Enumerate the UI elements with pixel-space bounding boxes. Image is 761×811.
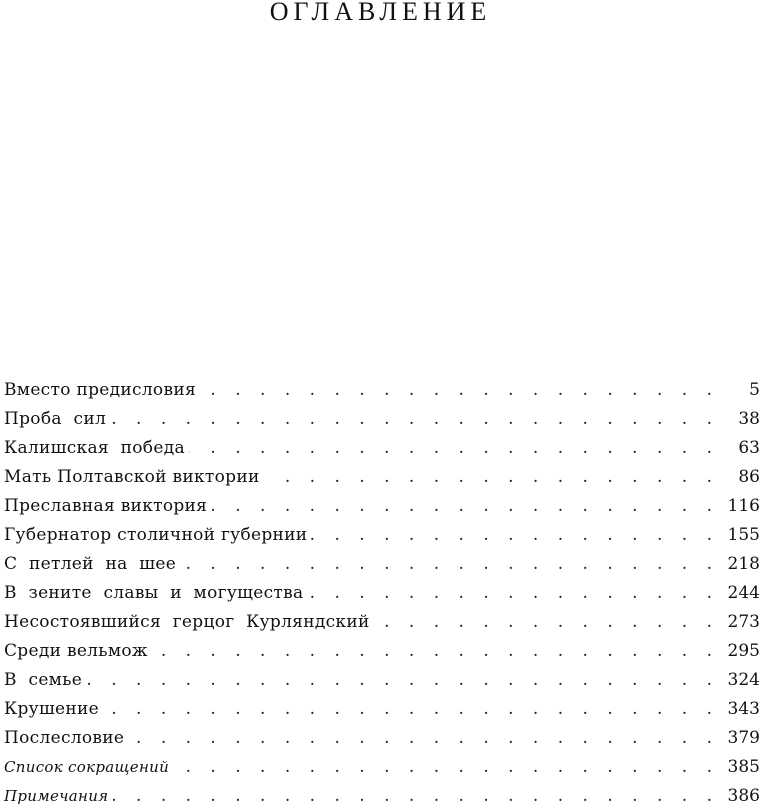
dot-leader bbox=[4, 695, 712, 724]
toc-entry-title: Вместо предисловия bbox=[4, 376, 200, 405]
toc-entry-page: 116 bbox=[728, 492, 760, 521]
toc-entry-page: 295 bbox=[728, 637, 760, 666]
toc-entry-page: 155 bbox=[728, 521, 760, 550]
toc-entry-page: 5 bbox=[749, 376, 760, 405]
toc-entry[interactable] bbox=[4, 579, 761, 608]
toc-entry-title: Среди вельмож bbox=[4, 637, 152, 666]
toc-entry-title: Губернатор столичной губернии bbox=[4, 521, 311, 550]
toc-entry-title: Преславная виктория bbox=[4, 492, 211, 521]
toc-entry-page: 218 bbox=[728, 550, 760, 579]
toc-entry-title: В семье bbox=[4, 666, 86, 695]
toc-entry[interactable] bbox=[4, 434, 761, 463]
toc-entry-page: 379 bbox=[728, 724, 760, 753]
toc-entry-title: Список сокращений bbox=[4, 753, 173, 782]
toc-entry[interactable] bbox=[4, 463, 761, 492]
toc-entry[interactable] bbox=[4, 753, 761, 782]
toc-entry[interactable] bbox=[4, 376, 761, 405]
toc-entry[interactable] bbox=[4, 405, 761, 434]
toc-entry-page: 324 bbox=[728, 666, 760, 695]
toc-entry[interactable] bbox=[4, 782, 761, 811]
toc-entry-page: 273 bbox=[728, 608, 760, 637]
table-of-contents bbox=[4, 376, 761, 811]
toc-entry-page: 63 bbox=[738, 434, 760, 463]
toc-entry[interactable] bbox=[4, 724, 761, 753]
toc-entry-title: В зените славы и могущества bbox=[4, 579, 307, 608]
toc-entry[interactable] bbox=[4, 666, 761, 695]
toc-entry-title: Калишская победа bbox=[4, 434, 189, 463]
toc-entry-page: 38 bbox=[738, 405, 760, 434]
toc-entry-title: Послесловие bbox=[4, 724, 128, 753]
toc-entry[interactable] bbox=[4, 608, 761, 637]
toc-entry[interactable] bbox=[4, 550, 761, 579]
toc-entry-page: 343 bbox=[728, 695, 760, 724]
toc-entry[interactable] bbox=[4, 492, 761, 521]
page-title: ОГЛАВЛЕНИЕ bbox=[269, 0, 492, 26]
toc-entry-title: Крушение bbox=[4, 695, 103, 724]
toc-entry-title: Проба сил bbox=[4, 405, 110, 434]
dot-leader bbox=[4, 405, 712, 434]
toc-entry[interactable] bbox=[4, 637, 761, 666]
toc-entry-title: Мать Полтавской виктории bbox=[4, 463, 264, 492]
toc-entry-title: С петлей на шее bbox=[4, 550, 180, 579]
toc-entry-page: 386 bbox=[728, 782, 760, 811]
toc-entry-page: 86 bbox=[738, 463, 760, 492]
toc-entry-title: Несостоявшийся герцог Курляндский bbox=[4, 608, 374, 637]
toc-entry-page: 244 bbox=[728, 579, 760, 608]
toc-entry[interactable] bbox=[4, 695, 761, 724]
toc-entry[interactable] bbox=[4, 521, 761, 550]
dot-leader bbox=[4, 666, 712, 695]
toc-entry-page: 385 bbox=[728, 753, 760, 782]
toc-entry-title: Примечания bbox=[4, 782, 112, 811]
